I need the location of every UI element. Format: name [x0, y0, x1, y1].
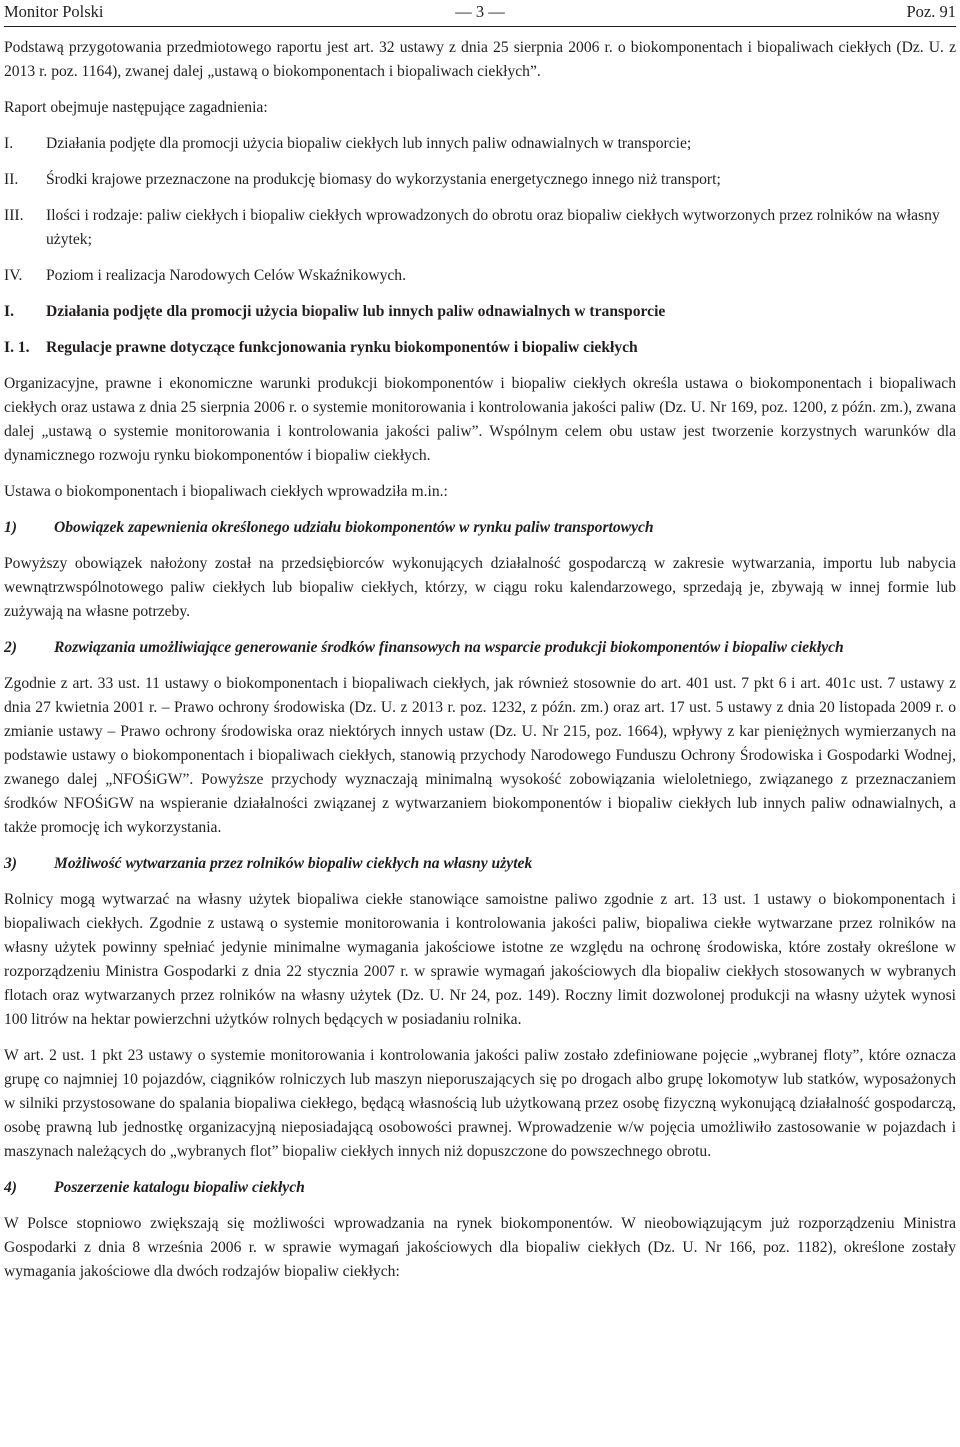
body-paragraph: Powyższy obowiązek nałożony został na przedsiębiorców wykonujących działalność gospodarczą w zakresie wytwarzania, importu lub nabycia wewnątrzwspólnotowego paliw ciekłych lub biopaliw ciekłych, którzy, w ciągu roku kalendarzowego, sprzedają je, zbywają w innej formie lub zużywają na własne potrzeby.: [4, 555, 956, 620]
topic-text: Środki krajowe przeznaczone na produkcję biomasy do wykorzystania energetycznego innego niż transport;: [46, 171, 721, 188]
document-page: [4, 0, 956, 1280]
point-heading: [4, 516, 956, 540]
body-paragraph: Zgodnie z art. 33 ust. 11 ustawy o biokomponentach i biopaliwach ciekłych, jak również stosownie do art. 401 ust. 7 pkt 6 i art. 401c ust. 7 ustawy z dnia 27 kwietnia 2001 r. – Prawo ochrony środowiska (Dz. U. z 2013 r. poz. 1232, z późn. zm.) oraz art. 17 ust. 5 ustawy z dnia 20 listopada 2009 r. o zmianie ustawy – Prawo ochrony środowiska oraz niektórych innych ustaw (Dz. U. Nr 215, poz. 1664), wpływy z kar pieniężnych wymierzanych na podstawie ustawy o biokomponentach i biopaliwach ciekłych, stanowią przychody Narodowego Funduszu Ochrony Środowiska i Gospodarki Wodnej, zwanego dalej „NFOŚiGW”. Powyższe przychody wyznaczają minimalną wysokość zobowiązania wieloletniego, związanego z przeznaczaniem środków NFOŚiGW na wspieranie działalności związanej z wytwarzaniem biokomponentów i biopaliw ciekłych lub innych paliw odnawialnych, a także promocję ich wykorzystania.: [4, 675, 956, 836]
page-number: — 3 —: [455, 2, 505, 21]
topics-lead: Raport obejmuje następujące zagadnienia:: [4, 99, 268, 116]
publication-title: Monitor Polski: [4, 2, 104, 21]
point-heading: [4, 636, 956, 660]
topic-number: I.: [4, 135, 14, 152]
point-heading: [4, 852, 956, 876]
point-title: Obowiązek zapewnienia określonego udziału biokomponentów w rynku paliw transportowych: [54, 519, 654, 536]
body-paragraph: Ustawa o biokomponentach i biopaliwach ciekłych wprowadziła m.in.:: [4, 483, 448, 500]
point-number: 4): [4, 1179, 17, 1196]
subsection-number: I. 1.: [4, 339, 30, 356]
section-number: I.: [4, 303, 14, 320]
topic-text: Ilości i rodzaje: paliw ciekłych i biopaliw ciekłych wprowadzonych do obrotu oraz biopaliw ciekłych wytworzonych przez rolników na własny użytek;: [46, 207, 940, 248]
subsection-title: Regulacje prawne dotyczące funkcjonowania rynku biokomponentów i biopaliw ciekłych: [46, 339, 638, 356]
topic-number: II.: [4, 171, 19, 188]
topic-number: IV.: [4, 267, 23, 284]
topic-item: [4, 204, 956, 252]
point-heading: [4, 1176, 956, 1200]
body-paragraph: W Polsce stopniowo zwiększają się możliwości wprowadzania na rynek biokomponentów. W nieobowiązującym już rozporządzeniu Ministra Gospodarki z dnia 8 września 2006 r. w sprawie wymagań jakościowych dla biopaliw ciekłych (Dz. U. Nr 166, poz. 1182), określone zostały wymagania jakościowe dla dwóch rodzajów biopaliw ciekłych:: [4, 1215, 956, 1280]
topic-text: Działania podjęte dla promocji użycia biopaliw ciekłych lub innych paliw odnawialnych w transporcie;: [46, 135, 692, 152]
point-title: Rozwiązania umożliwiające generowanie środków finansowych na wsparcie produkcji biokomponentów i biopaliw ciekłych: [54, 639, 844, 656]
point-number: 2): [4, 639, 17, 656]
position-number: Poz. 91: [906, 2, 956, 21]
section-heading: [4, 300, 956, 324]
body-paragraph: Rolnicy mogą wytwarzać na własny użytek biopaliwa ciekłe stanowiące samoistne paliwo zgodnie z art. 13 ust. 1 ustawy o biokomponentach i biopaliwach ciekłych. Zgodnie z ustawą o systemie monitorowania i kontrolowania jakości paliw, biopaliwa ciekłe wytwarzane przez rolników na własny użytek powinny spełniać jedynie minimalne wymagania jakościowe istotne ze względu na ochronę środowiska, które zostały określone w rozporządzeniu Ministra Gospodarki z dnia 22 stycznia 2007 r. w sprawie wymagań jakościowych dla biopaliw ciekłych stosowanych w wybranych flotach oraz wytwarzanych przez rolników na własny użytek (Dz. U. Nr 24, poz. 149). Roczny limit dozwolonej produkcji na własny użytek wynosi 100 litrów na hektar powierzchni użytków rolnych będących w posiadaniu rolnika.: [4, 891, 956, 1028]
body-paragraph: W art. 2 ust. 1 pkt 23 ustawy o systemie monitorowania i kontrolowania jakości paliw zostało zdefiniowane pojęcie „wybranej floty”, które oznacza grupę co najmniej 10 pojazdów, ciągników rolniczych lub maszyn nieporuszających się po drogach albo grupę lokomotyw lub statków, wyposażonych w silniki przystosowane do spalania biopaliwa ciekłego, będącą własnością lub użytkowaną przez osobę fizyczną wykonującą działalność gospodarczą, osobę prawną lub jednostkę organizacyjną nieposiadającą osobowości prawnej. Wprowadzenie w/w pojęcia umożliwiło zastosowanie w pojazdach i maszynach należących do „wybranych flot” biopaliw ciekłych innych niż dopuszczone do powszechnego obrotu.: [4, 1047, 956, 1160]
point-title: Poszerzenie katalogu biopaliw ciekłych: [54, 1179, 305, 1196]
document-body: [4, 36, 956, 1284]
point-number: 1): [4, 519, 17, 536]
point-number: 3): [4, 855, 17, 872]
topic-number: III.: [4, 207, 24, 224]
topic-item: [4, 132, 956, 156]
body-paragraph: Organizacyjne, prawne i ekonomiczne warunki produkcji biokomponentów i biopaliw ciekłych określa ustawa o biokomponentach i biopaliwach ciekłych oraz ustawa z dnia 25 sierpnia 2006 r. o systemie monitorowania i kontrolowania jakości paliw (Dz. U. Nr 169, poz. 1200, z późn. zm.), zwana dalej „ustawą o systemie monitorowania i kontrolowania jakości paliw”. Wspólnym celem obu ustaw jest tworzenie korzystnych warunków dla dynamicznego rozwoju rynku biokomponentów i biopaliw ciekłych.: [4, 375, 956, 464]
topic-item: [4, 168, 956, 192]
subsection-heading: [4, 336, 956, 360]
section-title: Działania podjęte dla promocji użycia biopaliw lub innych paliw odnawialnych w transporcie: [46, 303, 666, 320]
point-title: Możliwość wytwarzania przez rolników biopaliw ciekłych na własny użytek: [54, 855, 533, 872]
topic-text: Poziom i realizacja Narodowych Celów Wskaźnikowych.: [46, 267, 406, 284]
intro-paragraph: Podstawą przygotowania przedmiotowego raportu jest art. 32 ustawy z dnia 25 sierpnia 2006 r. o biokomponentach i biopaliwach ciekłych (Dz. U. z 2013 r. poz. 1164), zwanej dalej „ustawą o biokomponentach i biopaliwach ciekłych”.: [4, 39, 956, 80]
topic-item: [4, 264, 956, 288]
page-header: [4, 0, 956, 27]
